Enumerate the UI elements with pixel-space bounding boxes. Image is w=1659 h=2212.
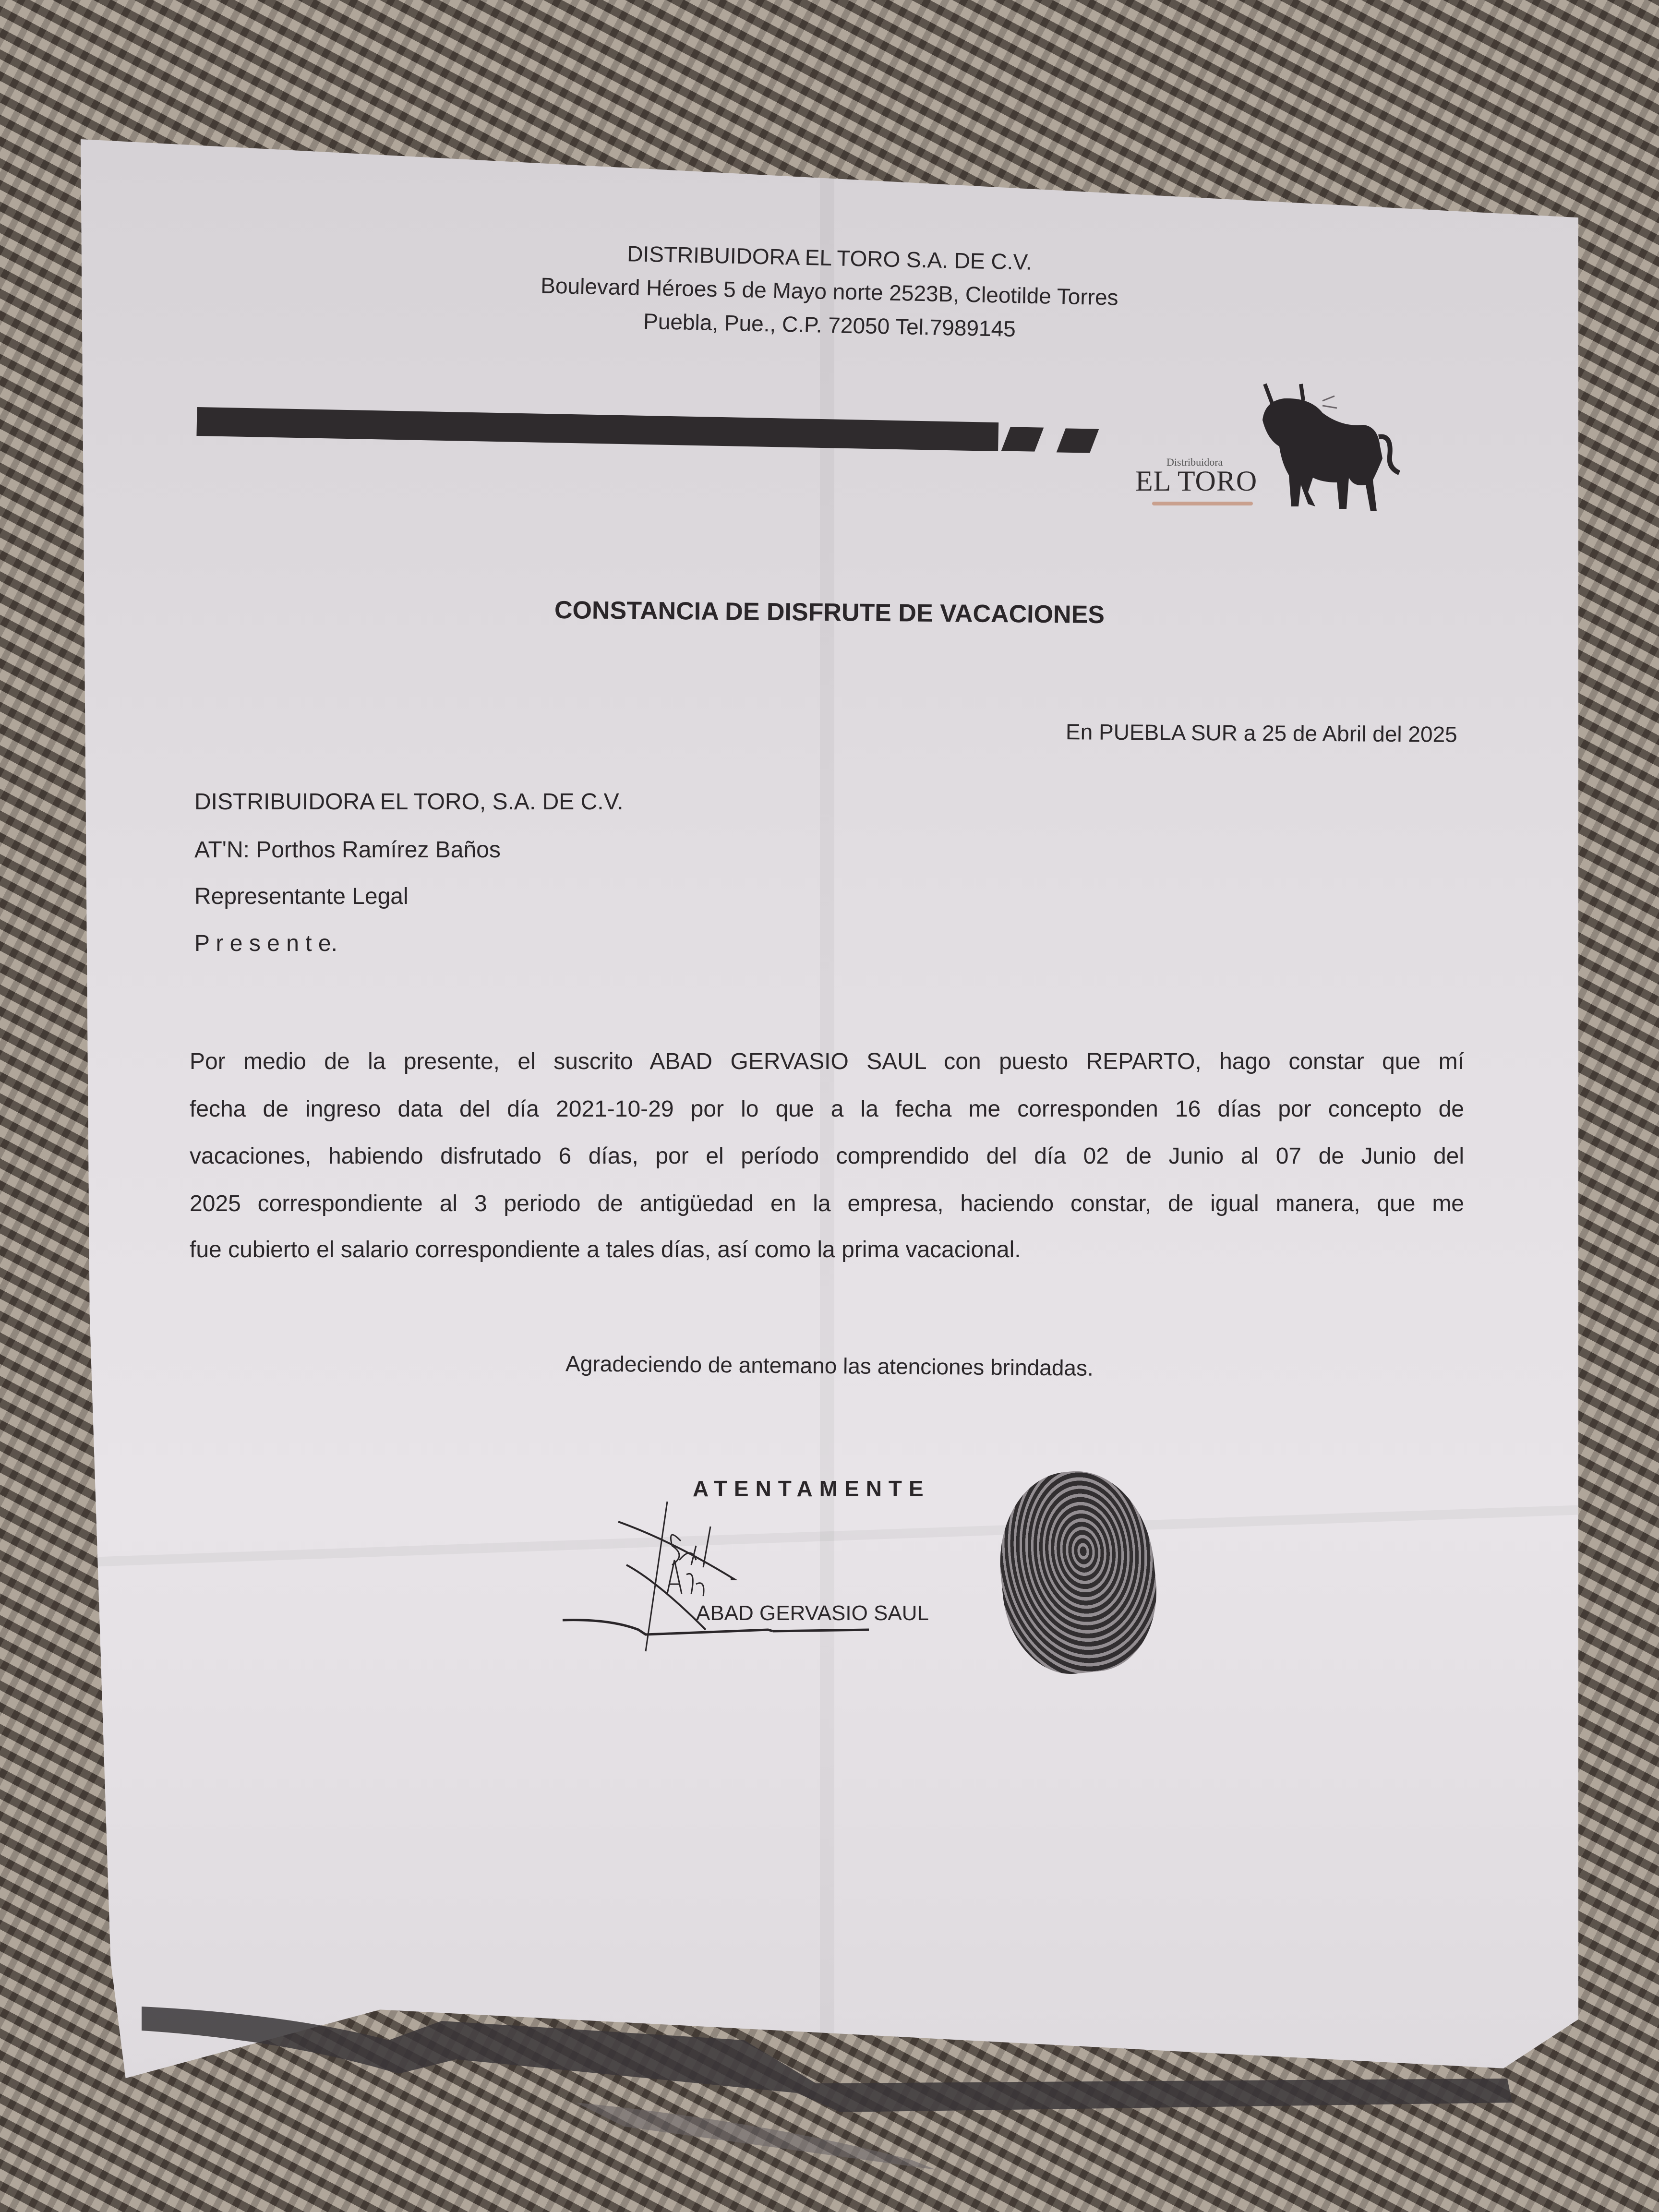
signer-name: ABAD GERVASIO SAUL: [696, 1601, 929, 1625]
logo-accent-line: [1152, 502, 1253, 505]
footer-band: [0, 1968, 1659, 2212]
recipient-company: DISTRIBUIDORA EL TORO, S.A. DE C.V.: [194, 789, 624, 815]
letterhead-address: Boulevard Héroes 5 de Mayo norte 2523B, Cleotilde Torres: [540, 273, 1119, 310]
handwritten-signature: [552, 1450, 1176, 1680]
recipient-role: Representante Legal: [194, 884, 409, 909]
body-line: fecha de ingreso data del día 2021-10-29 por lo que a la fecha me corresponden 16 días por concepto de: [190, 1096, 1464, 1122]
place-date: En PUEBLA SUR a 25 de Abril del 2025: [1066, 719, 1458, 747]
letterhead-city-phone: Puebla, Pue., C.P. 72050 Tel.7989145: [643, 308, 1016, 342]
document-title: CONSTANCIA DE DISFRUTE DE VACACIONES: [554, 596, 1105, 629]
recipient-attn: AT'N: Porthos Ramírez Baños: [194, 837, 501, 863]
body-line: fue cubierto el salario correspondiente a tales días, así como la prima vacacional.: [190, 1237, 1021, 1262]
logo-wordmark: EL TORO: [1135, 465, 1258, 497]
body-line: 2025 correspondiente al 3 periodo de antigüedad en la empresa, haciendo constar, de igual manera, que me: [190, 1191, 1464, 1216]
logo-subtitle: Distribuidora: [1166, 456, 1223, 468]
body-line: vacaciones, habiendo disfrutado 6 días, por el período comprendido del día 02 de Junio al 07 de Junio del: [190, 1143, 1464, 1169]
recipient-presente: P r e s e n t e.: [194, 931, 337, 956]
body-line: Por medio de la presente, el suscrito ABAD GERVASIO SAUL con puesto REPARTO, hago constar que mí: [190, 1049, 1464, 1074]
sign-off: ATENTAMENTE: [693, 1476, 930, 1501]
closing-line: Agradeciendo de antemano las atenciones brindadas.: [565, 1351, 1094, 1381]
letterhead-company: DISTRIBUIDORA EL TORO S.A. DE C.V.: [626, 241, 1033, 275]
